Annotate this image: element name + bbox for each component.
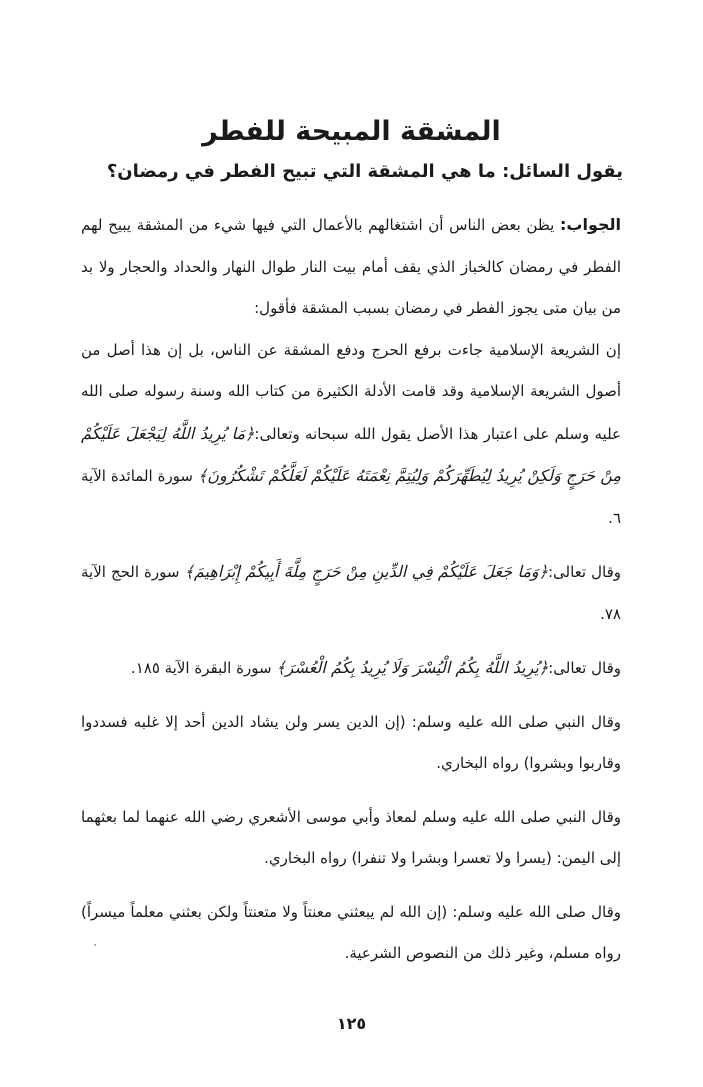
paragraph-text: إن الشريعة الإسلامية جاءت برفع الحرج ودفع المشقة عن الناس، بل إن هذا أصل من أصول الشريعة الإسلامية وقد قامت الأدلة الكثيرة من كتاب الله وسنة رسوله صلى الله عليه وسلم على اعتبار هذا الأصل يقول الله سبحانه وتعالى: xyxy=(81,340,622,443)
paragraph-hadith-religion-ease: وقال النبي صلى الله عليه وسلم: (إن الدين يسر ولن يشاد الدين أحد إلا غلبه فسددوا وقاربوا وبشروا) رواه البخاري. xyxy=(81,712,621,772)
answer-text: يظن بعض الناس أن اشتغالهم بالأعمال التي فيها شيء من المشقة يبيح لهم الفطر في رمضان كالخباز الذي يقف أمام بيت النار طوال النهار والحداد والحجار ولا بد من بيان متى يجوز الفطر في رمضان بسبب المشقة فأقول: xyxy=(81,216,621,317)
paragraph-baqarah-verse xyxy=(81,647,621,690)
quran-verse-baqarah: ﴿يُرِيدُ اللَّهُ بِكُمُ الْيُسْرَ وَلَا يُرِيدُ بِكُمُ الْعُسْرَ﴾ xyxy=(276,658,549,677)
verse-reference: سورة الحج الآية ٧٨. xyxy=(81,563,621,623)
quran-verse-maidah: ﴿مَا يُرِيدُ اللَّهُ لِيَجْعَلَ عَلَيْكُمْ مِنْ حَرَجٍ وَلَكِنْ يُرِيدُ لِيُطَهِّرَكُمْ وَلِيُتِمَّ نِعْمَتَهُ عَلَيْكُمْ لَعَلَّكُمْ تَشْكُرُونَ﴾ xyxy=(81,423,621,485)
answer-paragraph xyxy=(81,204,621,330)
paragraph-hadith-muadh: وقال النبي صلى الله عليه وسلم لمعاذ وأبي موسى الأشعري رضي الله عنهما لما بعثهما إلى اليمن: (يسرا ولا تعسرا وبشرا ولا تنفرا) رواه البخاري. xyxy=(81,807,621,867)
question-line: يقول السائل: ما هي المشقة التي تبيح الفطر في رمضان؟ xyxy=(106,161,623,182)
scan-speck xyxy=(94,944,96,946)
body-text xyxy=(81,204,621,975)
page-number: ١٢٥ xyxy=(336,1014,367,1033)
verse-reference: سورة البقرة الآية ١٨٥. xyxy=(130,659,277,677)
verse-intro: وقال تعالى: xyxy=(548,659,621,677)
answer-label: الجواب: xyxy=(559,215,621,234)
paragraph-hadith-muslim: وقال صلى الله عليه وسلم: (إن الله لم يبعثني معنتاً ولا متعنتاً ولكن بعثني معلماً ميسراً) رواه مسلم، وغير ذلك من النصوص الشرعية. xyxy=(81,902,621,962)
paragraph-hajj-verse xyxy=(81,551,621,635)
paragraph-sharia-principle xyxy=(81,330,621,540)
verse-reference: سورة المائدة الآية ٦. xyxy=(81,467,621,527)
page-title: المشقة المبيحة للفطر xyxy=(202,116,501,147)
quran-verse-hajj: ﴿وَمَا جَعَلَ عَلَيْكُمْ فِي الدِّينِ مِنْ حَرَجٍ مِلَّةَ أَبِيكُمْ إِبْرَاهِيمَ﴾ xyxy=(184,562,548,581)
verse-intro: وقال تعالى: xyxy=(548,563,621,581)
